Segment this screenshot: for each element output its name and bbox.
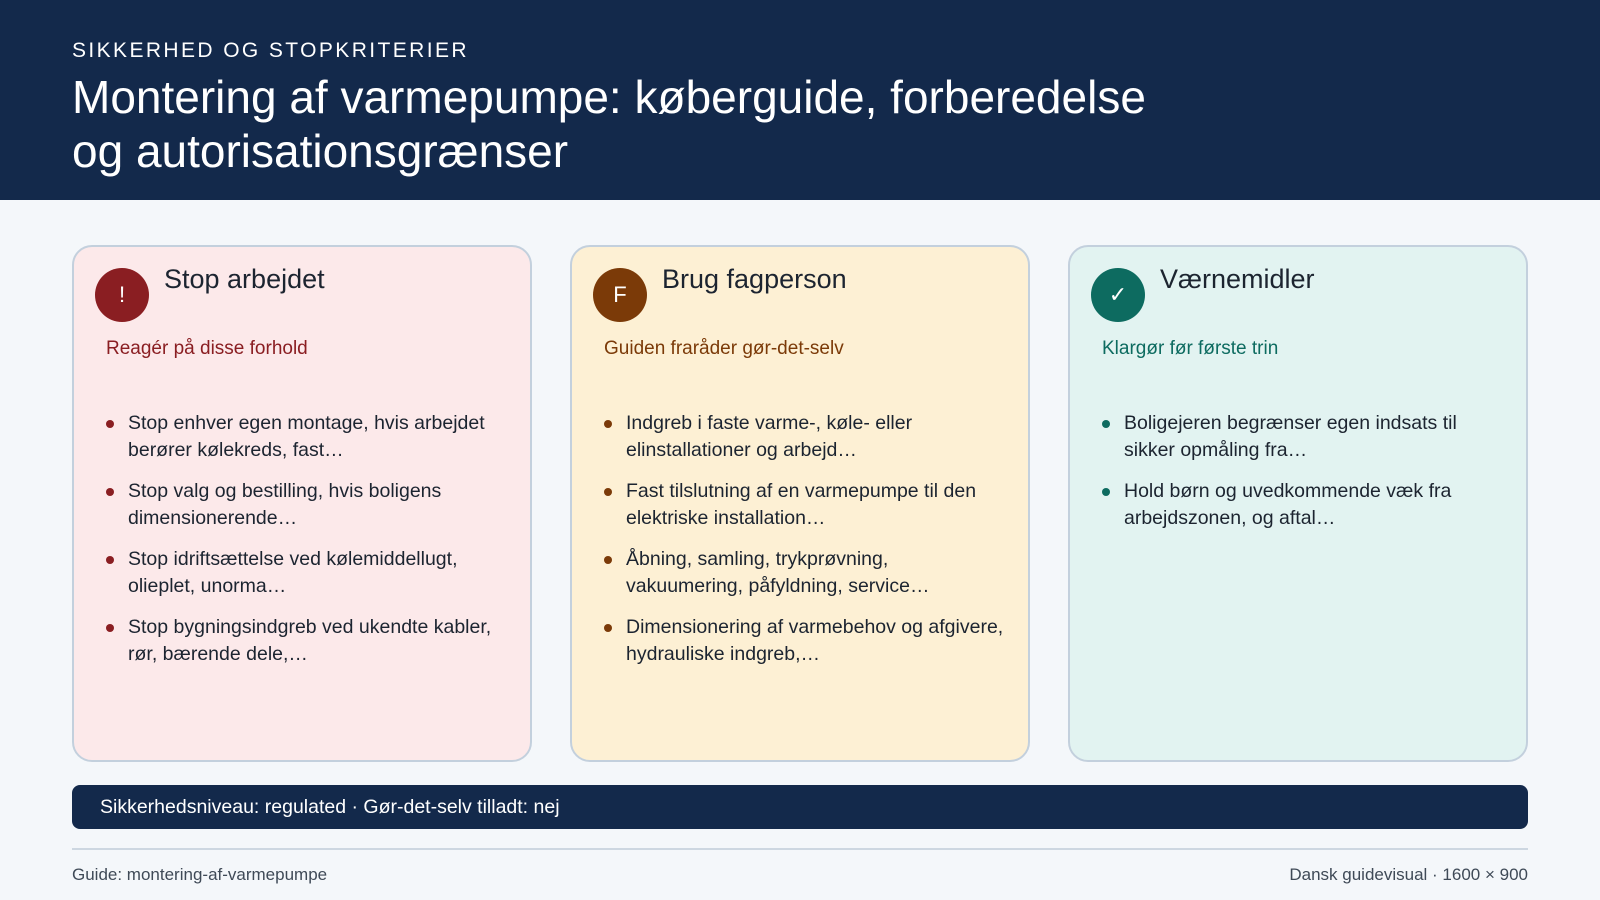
card-subtitle: Guiden fraråder gør-det-selv (604, 338, 844, 359)
list-item-text: Indgreb i faste varme-, køle- eller elinstallationer og arbejd… (626, 412, 913, 461)
card-title: Stop arbejdet (164, 264, 325, 294)
bullet-dot (106, 624, 114, 632)
exclamation-icon: ! (95, 268, 149, 322)
list-item (1102, 478, 1502, 532)
list-item-text: Boligejeren begrænser egen indsats til sikker opmåling fra… (1124, 412, 1457, 461)
card-stop-work (72, 245, 532, 762)
bullet-dot (604, 556, 612, 564)
section-eyebrow: SIKKERHED OG STOPKRITERIER (72, 39, 469, 62)
card-row (72, 245, 1528, 762)
list-item (106, 614, 506, 668)
list-item-text: Stop bygningsindgreb ved ukendte kabler, rør, bærende dele,… (128, 616, 492, 665)
card-protective-equipment (1068, 245, 1528, 762)
list-item-text: Åbning, samling, trykprøvning, vakuumering, påfyldning, service… (626, 548, 930, 597)
list-item-text: Dimensionering af varmebehov og afgivere, hydrauliske indgreb,… (626, 616, 1004, 665)
list-item-text: Fast tilslutning af en varmepumpe til den elektriske installation… (626, 480, 977, 529)
bullet-dot (106, 420, 114, 428)
list-item (1102, 410, 1502, 464)
bullet-dot (604, 488, 612, 496)
list-item (604, 614, 1004, 668)
footer-divider (72, 848, 1528, 850)
bullet-list (106, 410, 506, 682)
list-item (604, 478, 1004, 532)
list-item (604, 546, 1004, 600)
list-item (106, 478, 506, 532)
bullet-dot (604, 420, 612, 428)
header (0, 0, 1600, 200)
safety-status-bar: Sikkerhedsniveau: regulated · Gør-det-selv tilladt: nej (72, 785, 1528, 829)
bullet-dot (604, 624, 612, 632)
bullet-dot (106, 488, 114, 496)
list-item-text: Stop enhver egen montage, hvis arbejdet berører kølekreds, fast… (128, 412, 485, 461)
list-item (604, 410, 1004, 464)
list-item-text: Stop valg og bestilling, hvis boligens dimensionerende… (128, 480, 442, 529)
bullet-dot (1102, 420, 1110, 428)
list-item-text: Hold børn og uvedkommende væk fra arbejdszonen, og aftal… (1124, 480, 1452, 529)
card-use-professional (570, 245, 1030, 762)
footer-visual-info: Dansk guidevisual · 1600 × 900 (1289, 865, 1528, 884)
checkmark-icon: ✓ (1091, 268, 1145, 322)
card-title: Brug fagperson (662, 264, 847, 294)
professional-icon: F (593, 268, 647, 322)
list-item-text: Stop idriftsættelse ved kølemiddellugt, olieplet, unorma… (128, 548, 458, 597)
list-item (106, 410, 506, 464)
bullet-list (604, 410, 1004, 682)
card-subtitle: Reagér på disse forhold (106, 338, 308, 359)
footer-guide-id: Guide: montering-af-varmepumpe (72, 865, 328, 884)
bullet-list (1102, 410, 1502, 546)
card-title: Værnemidler (1160, 264, 1315, 294)
list-item (106, 546, 506, 600)
bullet-dot (1102, 488, 1110, 496)
bullet-dot (106, 556, 114, 564)
page-title: Montering af varmepumpe: køberguide, forberedelse og autorisationsgrænser (72, 71, 1146, 177)
card-subtitle: Klargør før første trin (1102, 338, 1279, 359)
